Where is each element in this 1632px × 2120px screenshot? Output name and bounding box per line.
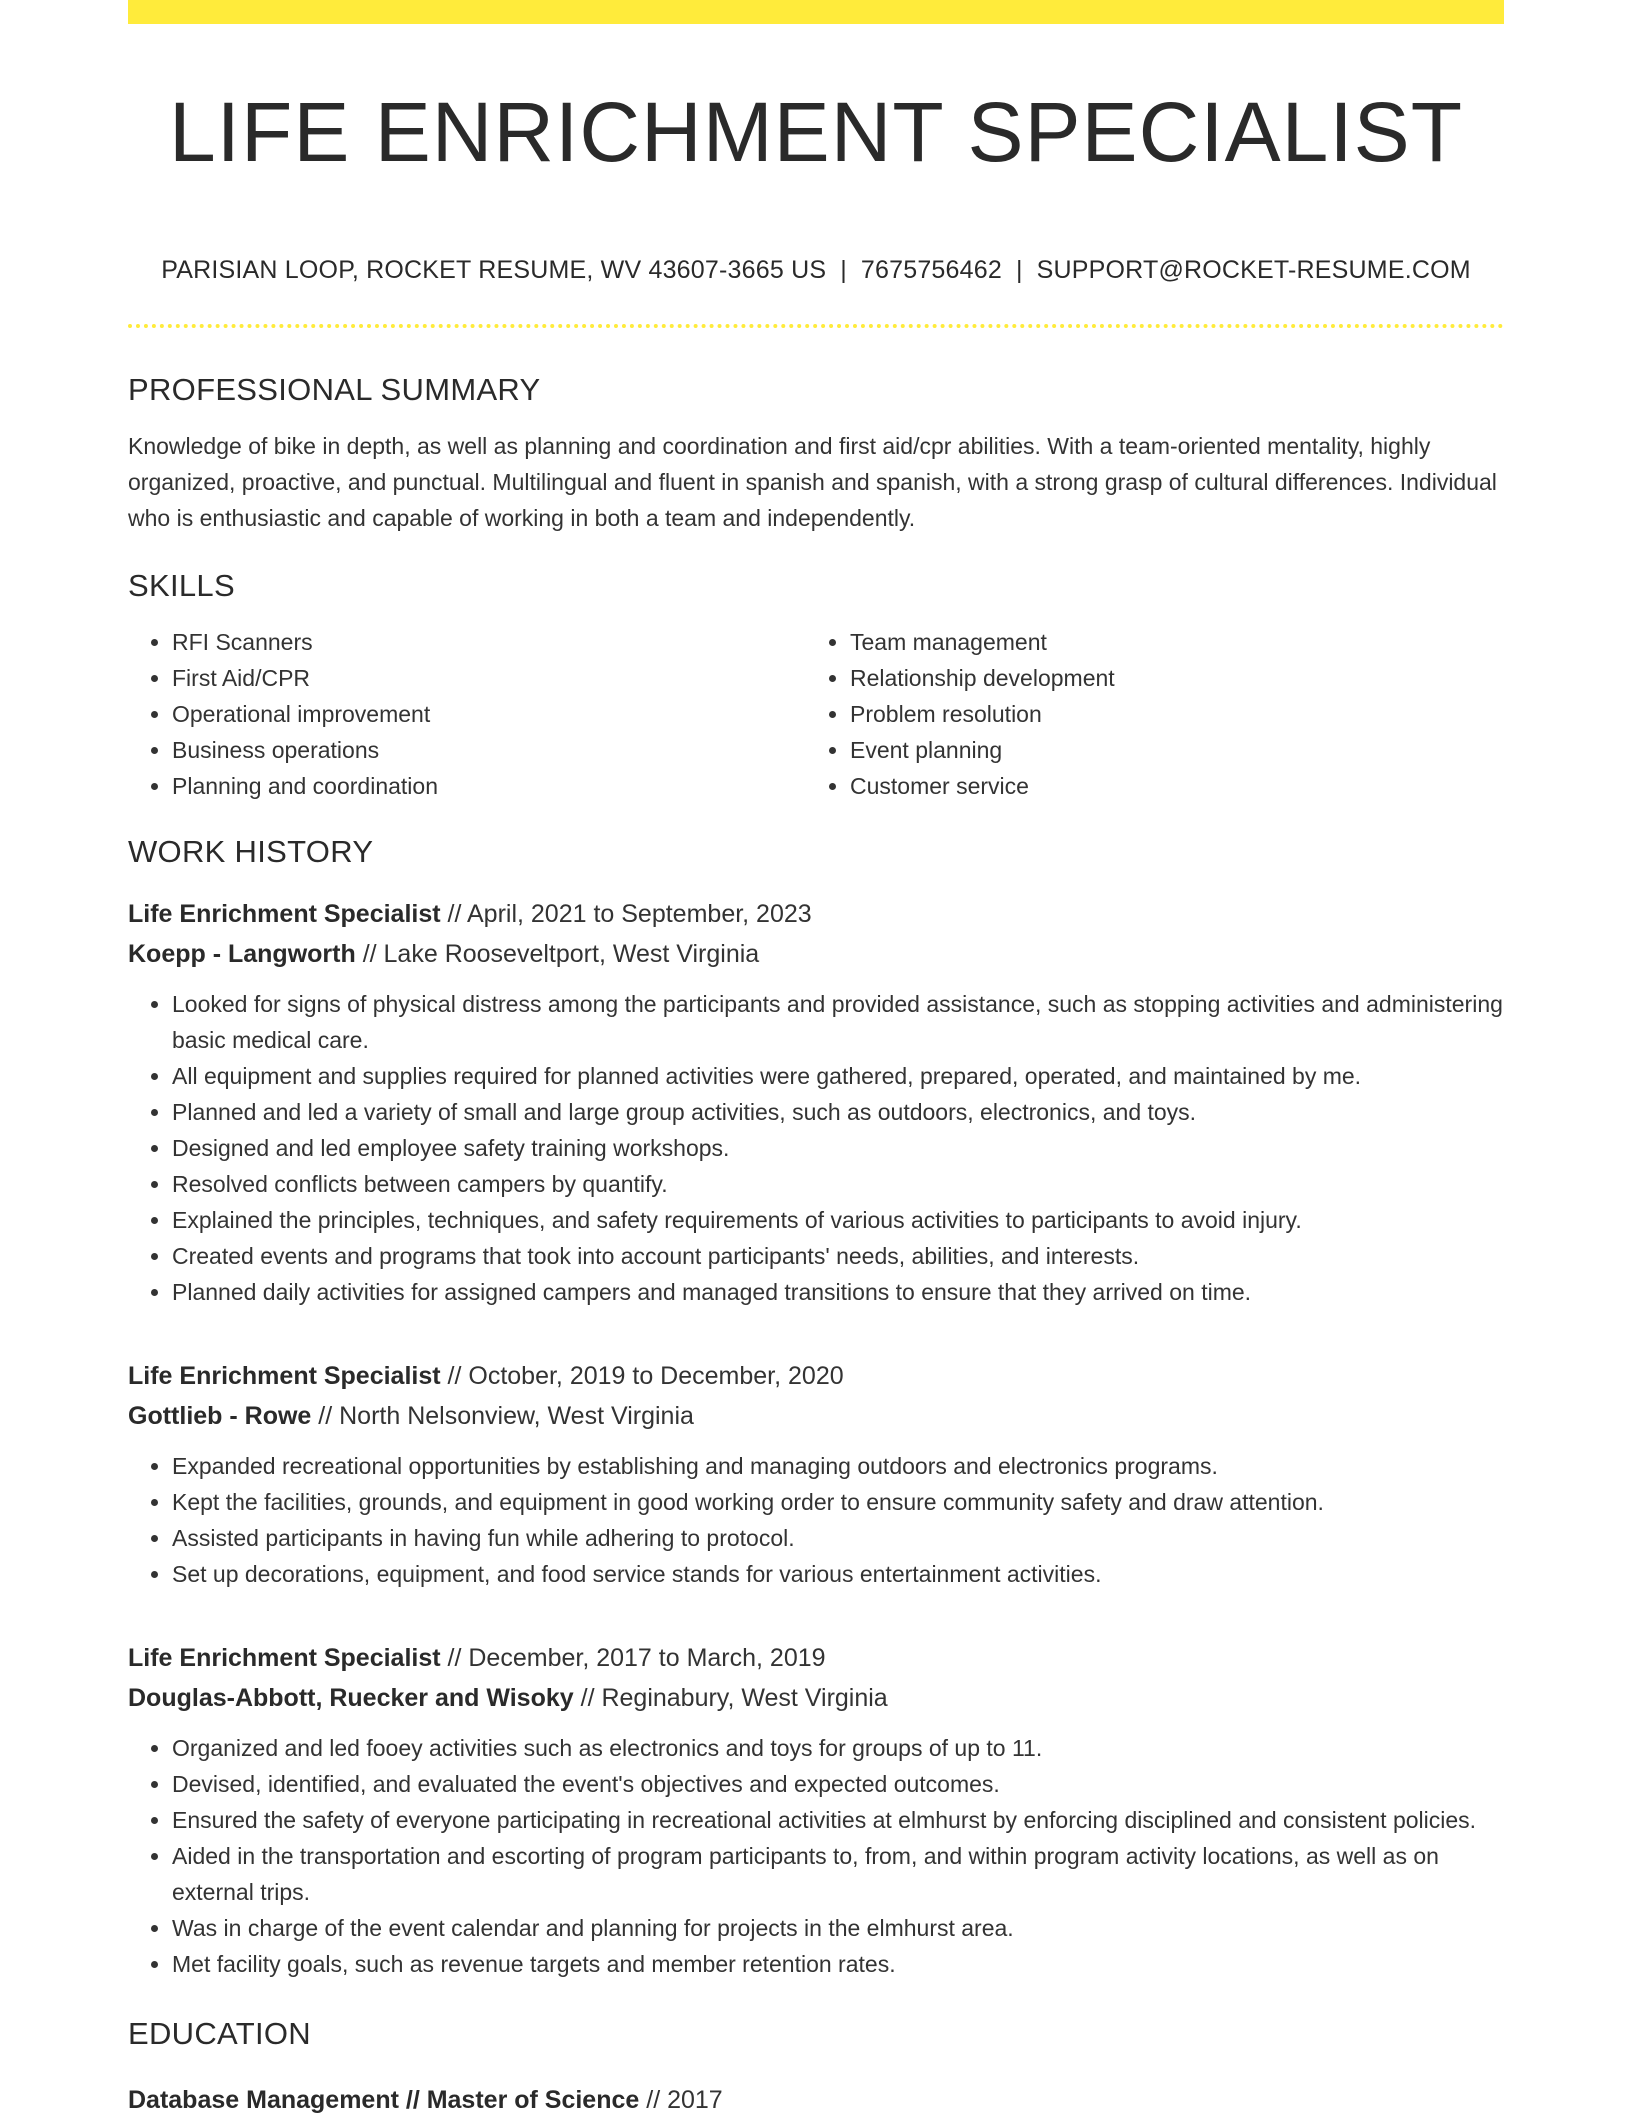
- job-company: Douglas-Abbott, Ruecker and Wisoky: [128, 1684, 574, 1712]
- job-bullet: • Devised, identified, and evaluated the event's objectives and expected outcomes.: [172, 1766, 1504, 1802]
- job-dates: // October, 2019 to December, 2020: [440, 1362, 844, 1390]
- education-degree: Database Management // Master of Science: [128, 2086, 640, 2114]
- resume-page: [128, 0, 1504, 2120]
- job-bullet: • Met facility goals, such as revenue targets and member retention rates.: [172, 1946, 1504, 1982]
- job-company-line: [128, 934, 1504, 974]
- contact-email[interactable]: SUPPORT@ROCKET-RESUME.COM: [1036, 256, 1471, 284]
- job-bullet: • Planned daily activities for assigned campers and managed transitions to ensure that they arrived on time.: [172, 1274, 1504, 1310]
- job-bullets: [128, 986, 1504, 1310]
- job-bullet: • Kept the facilities, grounds, and equipment in good working order to ensure community safety and draw attention.: [172, 1484, 1504, 1520]
- job-dates: // April, 2021 to September, 2023: [440, 900, 812, 928]
- job-title-line: [128, 1638, 1504, 1678]
- job-company: Koepp - Langworth: [128, 940, 356, 968]
- skill-item: • Event planning: [850, 732, 1484, 768]
- job-dates: // December, 2017 to March, 2019: [440, 1644, 826, 1672]
- job-entry: [128, 894, 1504, 1310]
- resume-title: LIFE ENRICHMENT SPECIALIST: [168, 85, 1464, 179]
- work-history-heading: WORK HISTORY: [128, 834, 374, 869]
- job-bullets: [128, 1730, 1504, 1982]
- education-heading: EDUCATION: [128, 2016, 311, 2051]
- job-bullet: • Resolved conflicts between campers by quantify.: [172, 1166, 1504, 1202]
- job-title-line: [128, 1356, 1504, 1396]
- accent-bar: [128, 0, 1504, 24]
- job-location: // North Nelsonview, West Virginia: [311, 1402, 694, 1430]
- skills-heading: SKILLS: [128, 568, 235, 603]
- job-location: // Lake Rooseveltport, West Virginia: [355, 940, 760, 968]
- contact-phone[interactable]: 7675756462: [860, 256, 1002, 284]
- job-title: Life Enrichment Specialist: [128, 900, 441, 928]
- summary-heading: PROFESSIONAL SUMMARY: [128, 372, 541, 407]
- job-company-line: [128, 1678, 1504, 1718]
- job-entry: [128, 1638, 1504, 1982]
- contact-line: [128, 254, 1504, 286]
- dotted-divider: [128, 324, 1504, 328]
- job-bullet: • Ensured the safety of everyone participating in recreational activities at elmhurst by enforcing disciplined and consistent policies.: [172, 1802, 1504, 1838]
- skill-item: • First Aid/CPR: [172, 660, 806, 696]
- skill-item: • Relationship development: [850, 660, 1484, 696]
- summary-text: Knowledge of bike in depth, as well as planning and coordination and first aid/cpr abilities. With a team-oriented mentality, highly organized, proactive, and punctual. Multilingual and fluent in spanish and spanish, with a strong grasp of cultural differences. Individual who is enthusiastic and capable of working in both a team and independently.: [128, 433, 1497, 531]
- skills-column-left: [128, 624, 806, 804]
- contact-separator: |: [1015, 256, 1023, 284]
- education-year: // 2017: [639, 2086, 723, 2114]
- job-bullet: • Organized and led fooey activities such as electronics and toys for groups of up to 11.: [172, 1730, 1504, 1766]
- skills-column-right: [806, 624, 1484, 804]
- job-bullet: • Looked for signs of physical distress among the participants and provided assistance, such as stopping activities and administering basic medical care.: [172, 986, 1504, 1058]
- skill-item: • Business operations: [172, 732, 806, 768]
- job-bullet: • All equipment and supplies required for planned activities were gathered, prepared, operated, and maintained by me.: [172, 1058, 1504, 1094]
- job-entry: [128, 1356, 1504, 1592]
- job-bullet: • Created events and programs that took into account participants' needs, abilities, and interests.: [172, 1238, 1504, 1274]
- job-bullet: • Planned and led a variety of small and large group activities, such as outdoors, electronics, and toys.: [172, 1094, 1504, 1130]
- skill-item: • Problem resolution: [850, 696, 1484, 732]
- job-title: Life Enrichment Specialist: [128, 1644, 441, 1672]
- job-bullets: [128, 1448, 1504, 1592]
- skill-item: • RFI Scanners: [172, 624, 806, 660]
- contact-address: PARISIAN LOOP, ROCKET RESUME, WV 43607-3665 US: [161, 256, 827, 284]
- skill-item: • Operational improvement: [172, 696, 806, 732]
- job-location: // Reginabury, West Virginia: [573, 1684, 888, 1712]
- skill-item: • Planning and coordination: [172, 768, 806, 804]
- job-title-line: [128, 894, 1504, 934]
- contact-separator: |: [840, 256, 847, 284]
- job-bullet: • Was in charge of the event calendar and planning for projects in the elmhurst area.: [172, 1910, 1504, 1946]
- skill-item: • Customer service: [850, 768, 1484, 804]
- skills-list: [128, 624, 1504, 804]
- job-company-line: [128, 1396, 1504, 1436]
- job-bullet: • Set up decorations, equipment, and food service stands for various entertainment activities.: [172, 1556, 1504, 1592]
- education-entry: [128, 2080, 1504, 2120]
- job-title: Life Enrichment Specialist: [128, 1362, 441, 1390]
- job-bullet: • Aided in the transportation and escorting of program participants to, from, and within program activity locations, as well as on external trips.: [172, 1838, 1504, 1910]
- skill-item: • Team management: [850, 624, 1484, 660]
- job-company: Gottlieb - Rowe: [128, 1402, 312, 1430]
- job-bullet: • Assisted participants in having fun while adhering to protocol.: [172, 1520, 1504, 1556]
- job-bullet: • Designed and led employee safety training workshops.: [172, 1130, 1504, 1166]
- job-bullet: • Expanded recreational opportunities by establishing and managing outdoors and electronics programs.: [172, 1448, 1504, 1484]
- job-bullet: • Explained the principles, techniques, and safety requirements of various activities to participants to avoid injury.: [172, 1202, 1504, 1238]
